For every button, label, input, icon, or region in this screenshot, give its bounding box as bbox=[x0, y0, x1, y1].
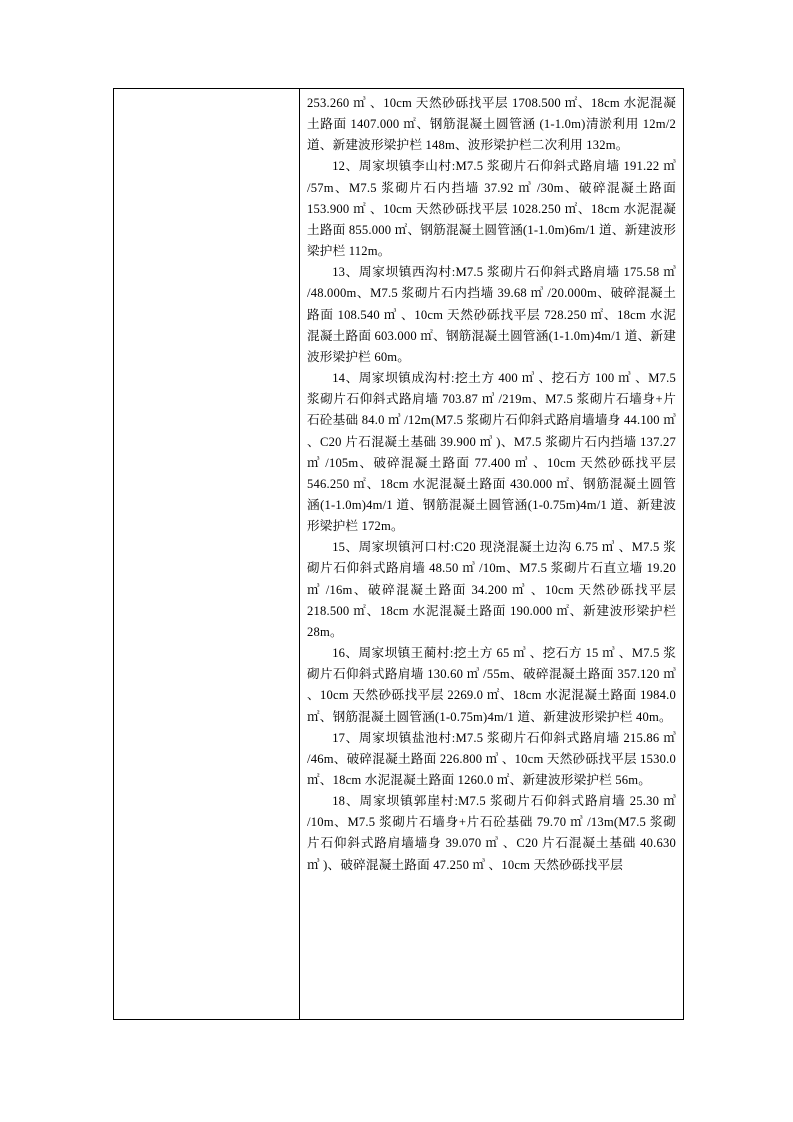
paragraph-7: 18、周家坝镇郭崖村:M7.5 浆砌片石仰斜式路肩墙 25.30 ㎥ /10m、M7.5 浆砌片石墙身+片石砼基础 79.70 ㎥ /13m(M7.5 浆砌片石仰斜式路肩墙墙身 39.070 ㎥ 、C20 片石混凝土基础 40.630 ㎥ )、破碎混凝土路面 47.250 ㎥ 、10cm 天然砂砾找平层 bbox=[307, 794, 676, 872]
paragraph-6: 17、周家坝镇盐池村:M7.5 浆砌片石仰斜式路肩墙 215.86 ㎥ /46m、破碎混凝土路面 226.800 ㎥ 、10cm 天然砂砾找平层 1530.0 ㎡、18cm 水泥混凝土路面 1260.0 ㎡、新建波形梁护栏 56m。 bbox=[307, 730, 676, 787]
paragraph-4: 15、周家坝镇河口村:C20 现浇混凝土边沟 6.75 ㎥ 、M7.5 浆砌片石仰斜式路肩墙 48.50 ㎥ /10m、M7.5 浆砌片石直立墙 19.20 ㎥ /16m、破碎混凝土路面 34.200 ㎥ 、10cm 天然砂砾找平层 218.500 ㎡、18cm 水泥混凝土路面 190.000 ㎡、新建波形梁护栏 28m。 bbox=[307, 540, 676, 639]
paragraph-5: 16、周家坝镇王蔺村:挖土方 65 ㎥ 、挖石方 15 ㎥ 、M7.5 浆砌片石仰斜式路肩墙 130.60 ㎥ /55m、破碎混凝土路面 357.120 ㎥ 、10cm 天然砂砾找平层 2269.0 ㎡、18cm 水泥混凝土路面 1984.0 ㎡、钢筋混凝土圆管涵(1-0.75m)4m/1 道、新建波形梁护栏 40m。 bbox=[307, 646, 676, 724]
content-table bbox=[113, 88, 684, 1020]
table-cell-right bbox=[300, 89, 684, 1020]
paragraph-3: 14、周家坝镇成沟村:挖土方 400 ㎥ 、挖石方 100 ㎥ 、M7.5 浆砌片石仰斜式路肩墙 703.87 ㎥ /219m、M7.5 浆砌片石墙身+片石砼基础 84.0 ㎥ /12m(M7.5 浆砌片石仰斜式路肩墙墙身 44.100 ㎥ 、C20 片石混凝土基础 39.900 ㎥ )、M7.5 浆砌片石内挡墙 137.27 ㎥ /105m、破碎混凝土路面 77.400 ㎥ 、10cm 天然砂砾找平层 546.250 ㎡、18cm 水泥混凝土路面 430.000 ㎡、钢筋混凝土圆管涵(1-1.0m)4m/1 道、钢筋混凝土圆管涵(1-0.75m)4m/1 道、新建波形梁护栏 172m。 bbox=[307, 371, 676, 534]
right-cell-content bbox=[300, 89, 683, 882]
paragraph-2: 13、周家坝镇西沟村:M7.5 浆砌片石仰斜式路肩墙 175.58 ㎥ /48.000m、M7.5 浆砌片石内挡墙 39.68 ㎥ /20.000m、破碎混凝土路面 108.540 ㎥ 、10cm 天然砂砾找平层 728.250 ㎡、18cm 水泥混凝土路面 603.000 ㎡、钢筋混凝土圆管涵(1-1.0m)4m/1 道、新建波形梁护栏 60m。 bbox=[307, 265, 676, 364]
table-row bbox=[114, 89, 684, 1020]
left-cell-content bbox=[114, 89, 299, 1019]
paragraph-0: 253.260 ㎥ 、10cm 天然砂砾找平层 1708.500 ㎡、18cm 水泥混凝土路面 1407.000 ㎡、钢筋混凝土圆管涵 (1-1.0m)清淤利用 12m/2 道、新建波形梁护栏 148m、波形梁护栏二次利用 132m。 bbox=[307, 96, 676, 153]
paragraph-1: 12、周家坝镇李山村:M7.5 浆砌片石仰斜式路肩墙 191.22 ㎥ /57m、M7.5 浆砌片石内挡墙 37.92 ㎥ /30m、破碎混凝土路面 153.900 ㎡ 、10cm 天然砂砾找平层 1028.250 ㎡、18cm 水泥混凝土路面 855.000 ㎡、钢筋混凝土圆管涵(1-1.0m)6m/1 道、新建波形梁护栏 112m。 bbox=[307, 159, 676, 259]
table-cell-left bbox=[114, 89, 300, 1020]
